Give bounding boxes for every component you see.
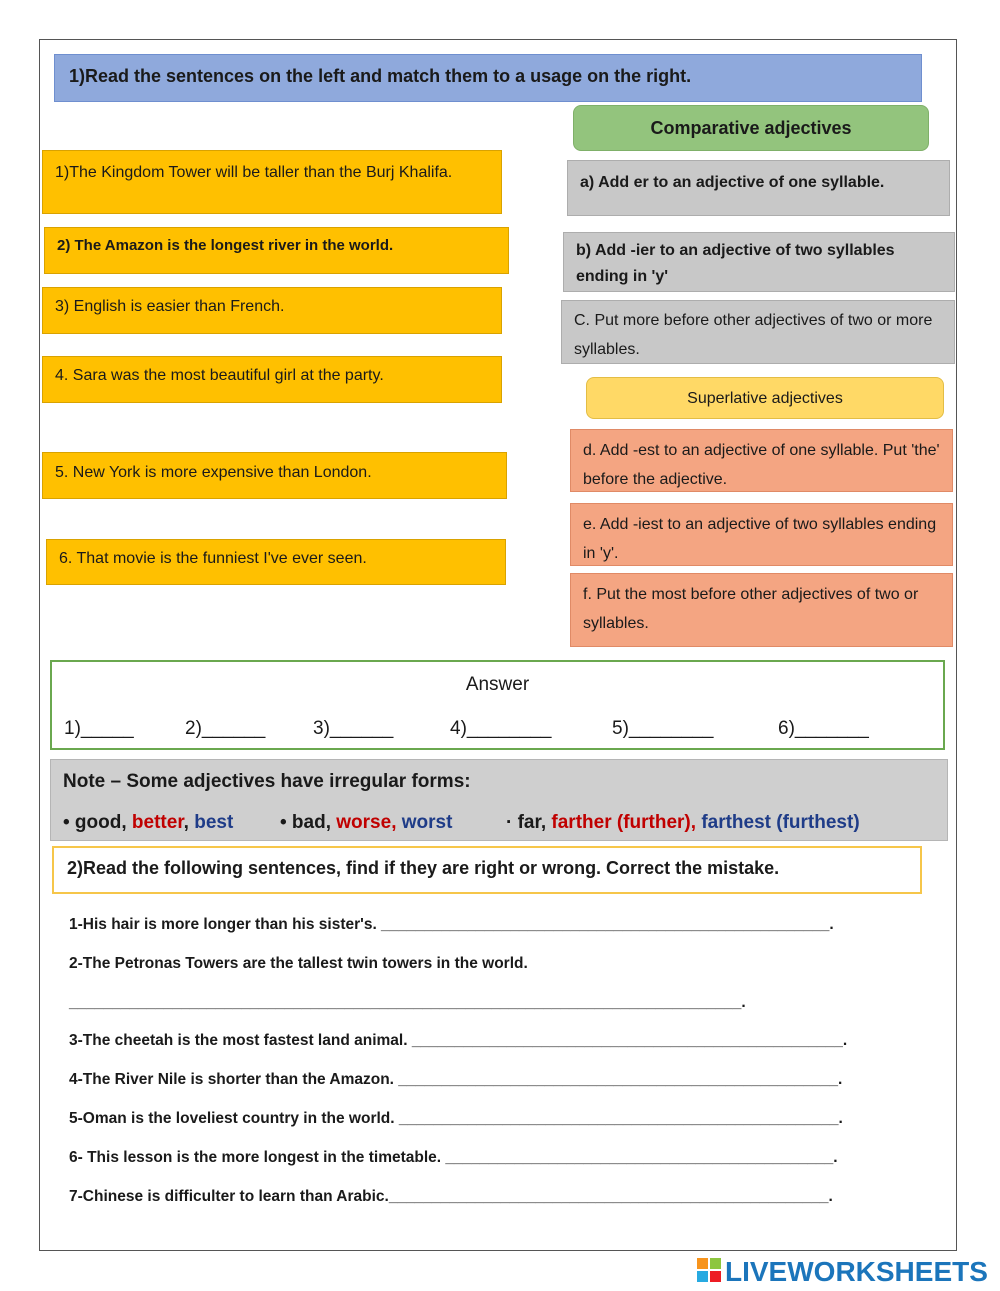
question-4[interactable]: 4-The River Nile is shorter than the Amazon. ___________________________________________________. [69, 1071, 843, 1088]
sentence-3[interactable]: 3) English is easier than French. [42, 287, 502, 334]
question-7[interactable]: 7-Chinese is difficulter to learn than Arabic.___________________________________________________. [69, 1188, 833, 1205]
sentence-1[interactable]: 1)The Kingdom Tower will be taller than the Burj Khalifa. [42, 150, 502, 214]
question-3[interactable]: 3-The cheetah is the most fastest land animal. __________________________________________________. [69, 1032, 848, 1049]
section1-header: 1)Read the sentences on the left and match them to a usage on the right. [54, 54, 922, 102]
answer-blank-4[interactable]: 4)________ [450, 718, 552, 739]
rule-e[interactable]: e. Add -iest to an adjective of two syllables ending in 'y'. [570, 503, 953, 566]
question-5[interactable]: 5-Oman is the loveliest country in the world. ___________________________________________________. [69, 1110, 843, 1127]
answer-blank-2[interactable]: 2)______ [185, 718, 266, 739]
sentence-4[interactable]: 4. Sara was the most beautiful girl at the party. [42, 356, 502, 403]
logo-icon [697, 1258, 721, 1282]
note-box [50, 759, 948, 841]
superlative-title: Superlative adjectives [586, 377, 944, 419]
question-1[interactable]: 1-His hair is more longer than his sister's. ____________________________________________________. [69, 916, 834, 933]
answer-blank-5[interactable]: 5)________ [612, 718, 714, 739]
sentence-6[interactable]: 6. That movie is the funniest I've ever seen. [46, 539, 506, 585]
answer-blank-1[interactable]: 1)_____ [64, 718, 134, 739]
note-far: · far, farther (further), farthest (furthest) [506, 812, 860, 833]
sentence-5[interactable]: 5. New York is more expensive than London. [42, 452, 507, 499]
rule-d[interactable]: d. Add -est to an adjective of one syllable. Put 'the' before the adjective. [570, 429, 953, 492]
sentence-2[interactable]: 2) The Amazon is the longest river in the world. [44, 227, 509, 274]
note-title: Note – Some adjectives have irregular forms: [63, 771, 471, 792]
question-2: 2-The Petronas Towers are the tallest twin towers in the world. [69, 955, 528, 972]
liveworksheets-logo [697, 1254, 997, 1288]
section2-header: 2)Read the following sentences, find if they are right or wrong. Correct the mistake. [52, 846, 922, 894]
note-bad: • bad, worse, worst [280, 812, 453, 833]
comparative-title: Comparative adjectives [573, 105, 929, 151]
answer-blank-3[interactable]: 3)______ [313, 718, 394, 739]
question-2-answer-line[interactable]: ______________________________________________________________________________. [69, 994, 746, 1011]
rule-c[interactable]: C. Put more before other adjectives of two or more syllables. [561, 300, 955, 364]
rule-a[interactable]: a) Add er to an adjective of one syllable. [567, 160, 950, 216]
rule-f[interactable]: f. Put the most before other adjectives of two or syllables. [570, 573, 953, 647]
answer-box [50, 660, 945, 750]
brand-name: LIVEWORKSHEETS [725, 1256, 988, 1287]
question-6[interactable]: 6- This lesson is the more longest in the timetable. _____________________________________________. [69, 1149, 838, 1166]
rule-b[interactable]: b) Add -ier to an adjective of two syllables ending in 'y' [563, 232, 955, 292]
answer-blank-6[interactable]: 6)_______ [778, 718, 869, 739]
note-good: • good, better, best [63, 812, 234, 833]
answer-title: Answer [465, 674, 530, 695]
